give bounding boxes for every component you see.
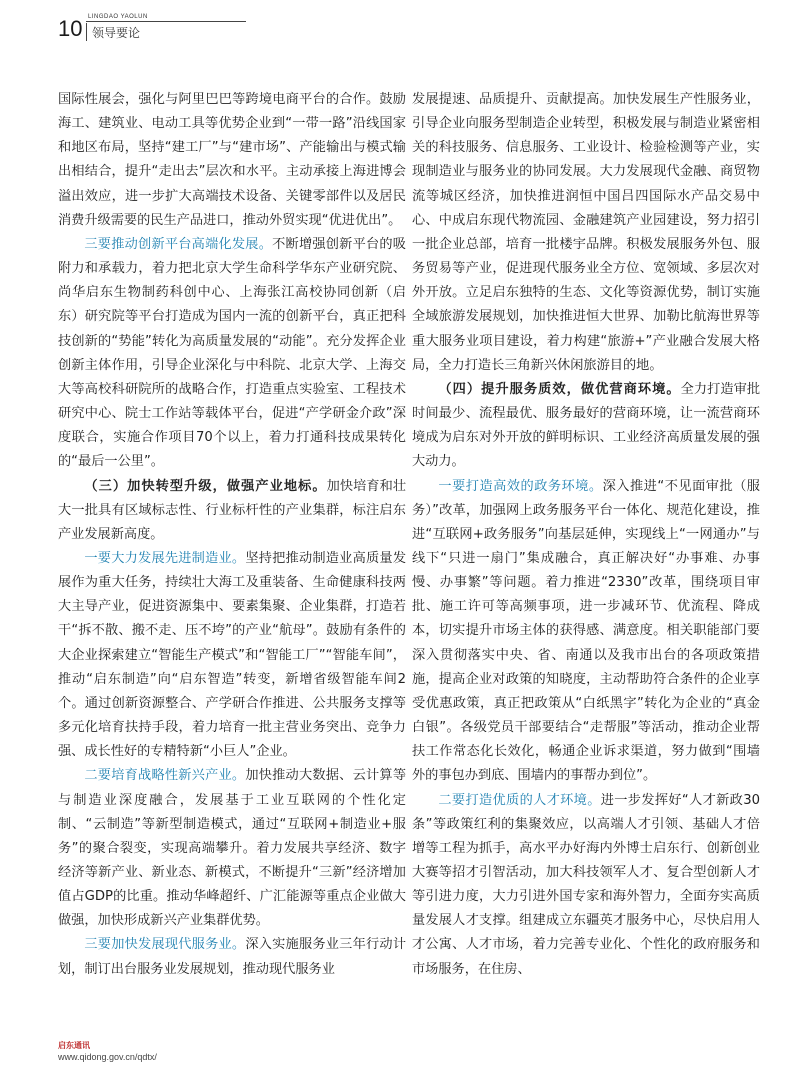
subheading: 二要培育战略性新兴产业。 — [84, 768, 246, 784]
subheading: 三要推动创新平台高端化发展。 — [84, 236, 273, 252]
section-heading: （三）加快转型升级，做强产业地标。 — [84, 478, 327, 494]
paragraph — [412, 378, 760, 475]
paragraph-body: 坚持把推动制造业高质量发展作为重大任务，持续壮大海工及重装备、生命健康科技两大主导产业，促进资源集中、要素集聚、企业集群，打造若干“拆不散、搬不走、压不垮”的产业“航母”。鼓励有条件的大企业探索建立“智能生产模式”和“智能工厂”“智能车间”，推动“启东制造”向“启东智造”转变，新增省级智能车间2个。通过创新资源整合、产学研合作推进、公共服务支撑等多元化培育扶持手段，着力培育一批主营业务突出、竞争力强、成长性好的专精特新“小巨人”企业。 — [58, 550, 407, 760]
section-title: 领导要论 — [92, 26, 141, 40]
paragraph: 发展提速、品质提升、贡献提高。加快发展生产性服务业，引导企业向服务型制造企业转型，积极发展与制造业紧密相关的科技服务、信息服务、工业设计、检验检测等产业，实现制造业与服务业的协同发展。大力发展现代金融、商贸物流等城区经济，加快推进润恒中国吕四国际水产品交易中心、中成启东现代物流园、金融建筑产业园建设，努力招引一批企业总部，培育一批楼宇品牌。积极发展服务外包、服务贸易等产业，促进现代服务业全方位、宽领域、多层次对外开放。立足启东独特的生态、文化等资源优势，制订实施全域旅游发展规划，加快推进恒大世界、加勒比航海世界等重大服务业项目建设，着力构建“旅游+”产业融合发展大格局，全力打造长三角新兴休闲旅游目的地。 — [412, 92, 760, 373]
right-column — [412, 88, 760, 982]
paragraph-body: 深入推进“不见面审批（服务）”改革，加强网上政务服务平台一体化、规范化建设，推进“互联网+政务服务”向基层延伸，实现线上“一网通办”与线下“只进一扇门”集成融合，真正解决好“办事难、办事慢、办事繁”等问题。着力推进“2330”改革，围绕项目审批、施工许可等高频事项，进一步减环节、优流程、降成本，切实提升市场主体的获得感、满意度。相关职能部门要深入贯彻落实中央、省、南通以及我市出台的各项政策措施，提高企业对政策的知晓度，主动帮助符合条件的企业享受优惠政策，真正把政策从“白纸黑字”转化为企业的“真金白银”。各级党员干部要结合“走帮服”等活动，推动企业帮扶工作常态化长效化，畅通企业诉求渠道，努力做到“围墙外的事包办到底、围墙内的事帮办到位”。 — [412, 478, 760, 784]
subheading: 一要大力发展先进制造业。 — [84, 550, 246, 566]
paragraph — [412, 789, 760, 982]
subheading: 三要加快发展现代服务业。 — [84, 937, 246, 953]
section-pinyin: LINGDAO YAOLUN — [88, 14, 148, 20]
page-header — [58, 14, 258, 44]
paragraph — [58, 475, 406, 547]
left-column — [58, 88, 406, 982]
page-number: 10 — [58, 16, 83, 41]
paragraph — [412, 475, 760, 789]
header-divider — [86, 23, 87, 41]
publication-logo: 启东通讯 — [58, 1041, 90, 1050]
paragraph-body: 全力打造审批时间最少、流程最优、服务最好的营商环境，让一流营商环境成为启东对外开放的鲜明标识、工业经济高质量发展的强大动力。 — [412, 381, 761, 470]
paragraph — [58, 764, 406, 933]
paragraph — [58, 933, 406, 981]
paragraph-body: 不断增强创新平台的吸附力和承载力，着力把北京大学生命科学华东产业研究院、尚华启东生物制药科创中心、上海张江高校协同创新（启东）研究院等平台打造成为国内一流的创新平台，真正把科技创新的“势能”转化为高质量发展的“动能”。充分发挥企业创新主体作用，引导企业深化与中科院、北京大学、上海交大等高校科研院所的战略合作，打造重点实验室、工程技术研究中心、院士工作站等载体平台，促进“产学研金介政”深度联合，实施合作项目70个以上，着力打通科技成果转化的“最后一公里”。 — [58, 236, 406, 470]
paragraph-body: 加快培育和壮大一批具有区域标志性、行业标杆性的产业集群，标注启东产业发展新高度。 — [58, 478, 407, 542]
paragraph-body: 加快推动大数据、云计算等与制造业深度融合，发展基于工业互联网的个性化定制、“云制造”等新型制造模式，通过“互联网+制造业+服务”的聚合裂变，实现高端攀升。着力发展共享经济、数字经济等新产业、新业态、新模式，不断提升“三新”经济增加值占GDP的比重。推动华峰超纤、广汇能源等重点企业做大做强，加快形成新兴产业集群优势。 — [58, 768, 407, 929]
section-heading: （四）提升服务质效，做优营商环境。 — [438, 381, 681, 397]
paragraph-body: 进一步发挥好“人才新政30条”等政策红利的集聚效应，以高端人才引领、基础人才倍增等工程为抓手，高水平办好海内外博士启东行、创新创业大赛等招才引智活动，加大科技领军人才、复合型创新人才等引进力度，大力引进外国专家和海外智力，全面夯实高质量发展人才支撑。组建成立东疆英才服务中心，尽快启用人才公寓、人才市场，着力完善专业化、个性化的政府服务和市场服务，在住房、 — [412, 792, 760, 977]
paragraph-body: 深入实施服务业三年行动计划，制订出台服务业发展规划，推动现代服务业 — [58, 937, 407, 977]
subheading: 一要打造高效的政务环境。 — [438, 478, 603, 494]
subheading: 二要打造优质的人才环境。 — [438, 792, 601, 808]
paragraph — [58, 233, 406, 475]
paragraph — [58, 547, 406, 764]
paragraph: 国际性展会，强化与阿里巴巴等跨境电商平台的合作。鼓励海工、建筑业、电动工具等优势企业到“一带一路”沿线国家和地区布局，坚持“建工厂”与“建市场”、产能输出与模式输出相结合，提升“走出去”层次和水平。主动承接上海进博会溢出效应，进一步扩大高端技术设备、关键零部件以及居民消费升级需要的民生产品进口，推动外贸实现“优进优出”。 — [58, 92, 406, 228]
page-footer — [58, 1040, 157, 1062]
header-rule — [86, 21, 246, 22]
footer-url[interactable]: www.qidong.gov.cn/qdtx/ — [58, 1052, 157, 1062]
